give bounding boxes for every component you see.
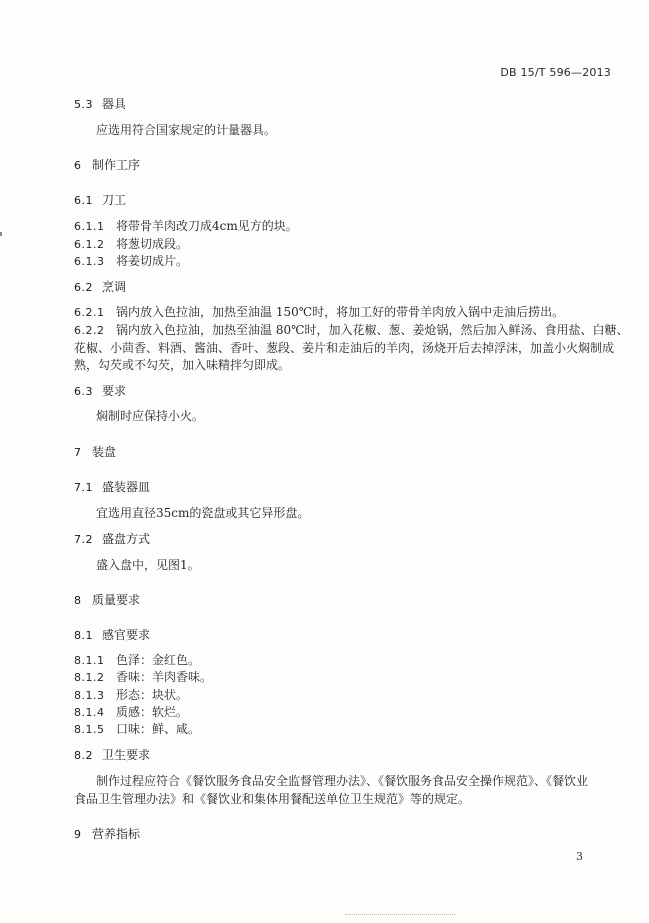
section-title: 质量要求 xyxy=(92,593,141,607)
clause-text: 形态：块状。 xyxy=(116,688,189,702)
clause-number: 6.2.2 xyxy=(74,324,105,337)
clause-number: 8.1.4 xyxy=(74,706,105,719)
section-number: 7 xyxy=(74,446,82,459)
paragraph-line: 盛入盘中，见图1。 xyxy=(96,558,200,572)
clause-number: 6.1.2 xyxy=(74,238,105,251)
clause-number: 8.1.3 xyxy=(74,689,105,702)
section-title: 卫生要求 xyxy=(102,748,151,762)
clause-text: 质感：软烂。 xyxy=(116,705,189,719)
clause-line xyxy=(74,687,188,704)
clause-text: 将带骨羊肉改刀成4cm见方的块。 xyxy=(116,219,298,233)
section-heading xyxy=(74,627,150,644)
section-heading xyxy=(74,444,116,461)
clause-text: 将姜切成片。 xyxy=(116,254,189,268)
standard-code: DB 15/T 596—2013 xyxy=(500,66,611,79)
section-number: 8 xyxy=(74,594,82,607)
section-number: 7.1 xyxy=(74,481,93,494)
page-number: 3 xyxy=(576,850,583,863)
clause-line xyxy=(74,236,188,253)
clause-line xyxy=(74,652,200,669)
section-title: 感官要求 xyxy=(102,628,151,642)
section-number: 6.2 xyxy=(74,281,93,294)
clause-text: 将葱切成段。 xyxy=(116,237,189,251)
section-heading xyxy=(74,826,140,843)
section-title: 器具 xyxy=(102,97,127,111)
clause-line xyxy=(74,721,200,738)
section-heading xyxy=(74,531,150,548)
section-title: 盛盘方式 xyxy=(102,532,151,546)
clause-line xyxy=(74,322,629,339)
section-heading xyxy=(74,383,126,400)
section-number: 6 xyxy=(74,159,82,172)
section-title: 营养指标 xyxy=(92,827,141,841)
paragraph-line: 应选用符合国家规定的计量器具。 xyxy=(96,123,277,137)
clause-number: 6.1.1 xyxy=(74,220,105,233)
section-number: 6.1 xyxy=(74,194,93,207)
paragraph-line: 焖制时应保持小火。 xyxy=(96,409,205,423)
scan-mark xyxy=(0,232,2,236)
clause-number: 6.1.3 xyxy=(74,255,105,268)
section-number: 8.1 xyxy=(74,629,93,642)
section-heading xyxy=(74,96,126,113)
section-title: 盛装器皿 xyxy=(102,480,151,494)
paragraph-line: 熟，勾芡或不勾芡，加入味精拌匀即成。 xyxy=(74,358,291,372)
section-heading xyxy=(74,192,126,209)
section-number: 9 xyxy=(74,828,82,841)
clause-number: 8.1.5 xyxy=(74,723,105,736)
section-heading xyxy=(74,592,140,609)
section-title: 装盘 xyxy=(92,445,117,459)
clause-text: 香味：羊肉香味。 xyxy=(116,670,213,684)
section-title: 刀工 xyxy=(102,193,127,207)
clause-line xyxy=(74,704,188,721)
clause-line xyxy=(74,304,564,321)
section-title: 烹调 xyxy=(102,280,127,294)
clause-text: 锅内放入色拉油，加热至油温 150℃时，将加工好的带骨羊肉放入锅中走油后捞出。 xyxy=(116,305,565,319)
clause-text: 锅内放入色拉油，加热至油温 80℃时，加入花椒、葱、姜炝锅，然后加入鲜汤、食用盐、白糖、 xyxy=(116,323,629,337)
clause-number: 8.1.1 xyxy=(74,654,105,667)
paragraph-line: 花椒、小茴香、料酒、酱油、香叶、葱段、姜片和走油后的羊肉，汤烧开后去掉浮沫，加盖小火焖制成 xyxy=(74,341,615,355)
scan-artifact xyxy=(345,914,455,917)
paragraph-line: 制作过程应符合《餐饮服务食品安全监督管理办法》、《餐饮服务食品安全操作规范》、《餐饮业 xyxy=(96,774,589,788)
clause-number: 6.2.1 xyxy=(74,306,105,319)
clause-number: 8.1.2 xyxy=(74,671,105,684)
clause-line xyxy=(74,669,212,686)
section-heading xyxy=(74,479,150,496)
section-title: 要求 xyxy=(102,384,127,398)
clause-line xyxy=(74,218,298,235)
section-heading xyxy=(74,747,150,764)
section-number: 8.2 xyxy=(74,749,93,762)
section-heading xyxy=(74,157,140,174)
paragraph-line: 宜选用直径35cm的瓷盘或其它异形盘。 xyxy=(96,506,310,520)
clause-text: 色泽：金红色。 xyxy=(116,653,201,667)
section-heading xyxy=(74,279,126,296)
section-number: 7.2 xyxy=(74,533,93,546)
clause-line xyxy=(74,253,188,270)
clause-text: 口味：鲜、咸。 xyxy=(116,722,201,736)
paragraph-line: 食品卫生管理办法》和《餐饮业和集体用餐配送单位卫生规范》等的规定。 xyxy=(74,792,471,806)
section-number: 6.3 xyxy=(74,385,93,398)
section-number: 5.3 xyxy=(74,98,93,111)
section-title: 制作工序 xyxy=(92,158,141,172)
